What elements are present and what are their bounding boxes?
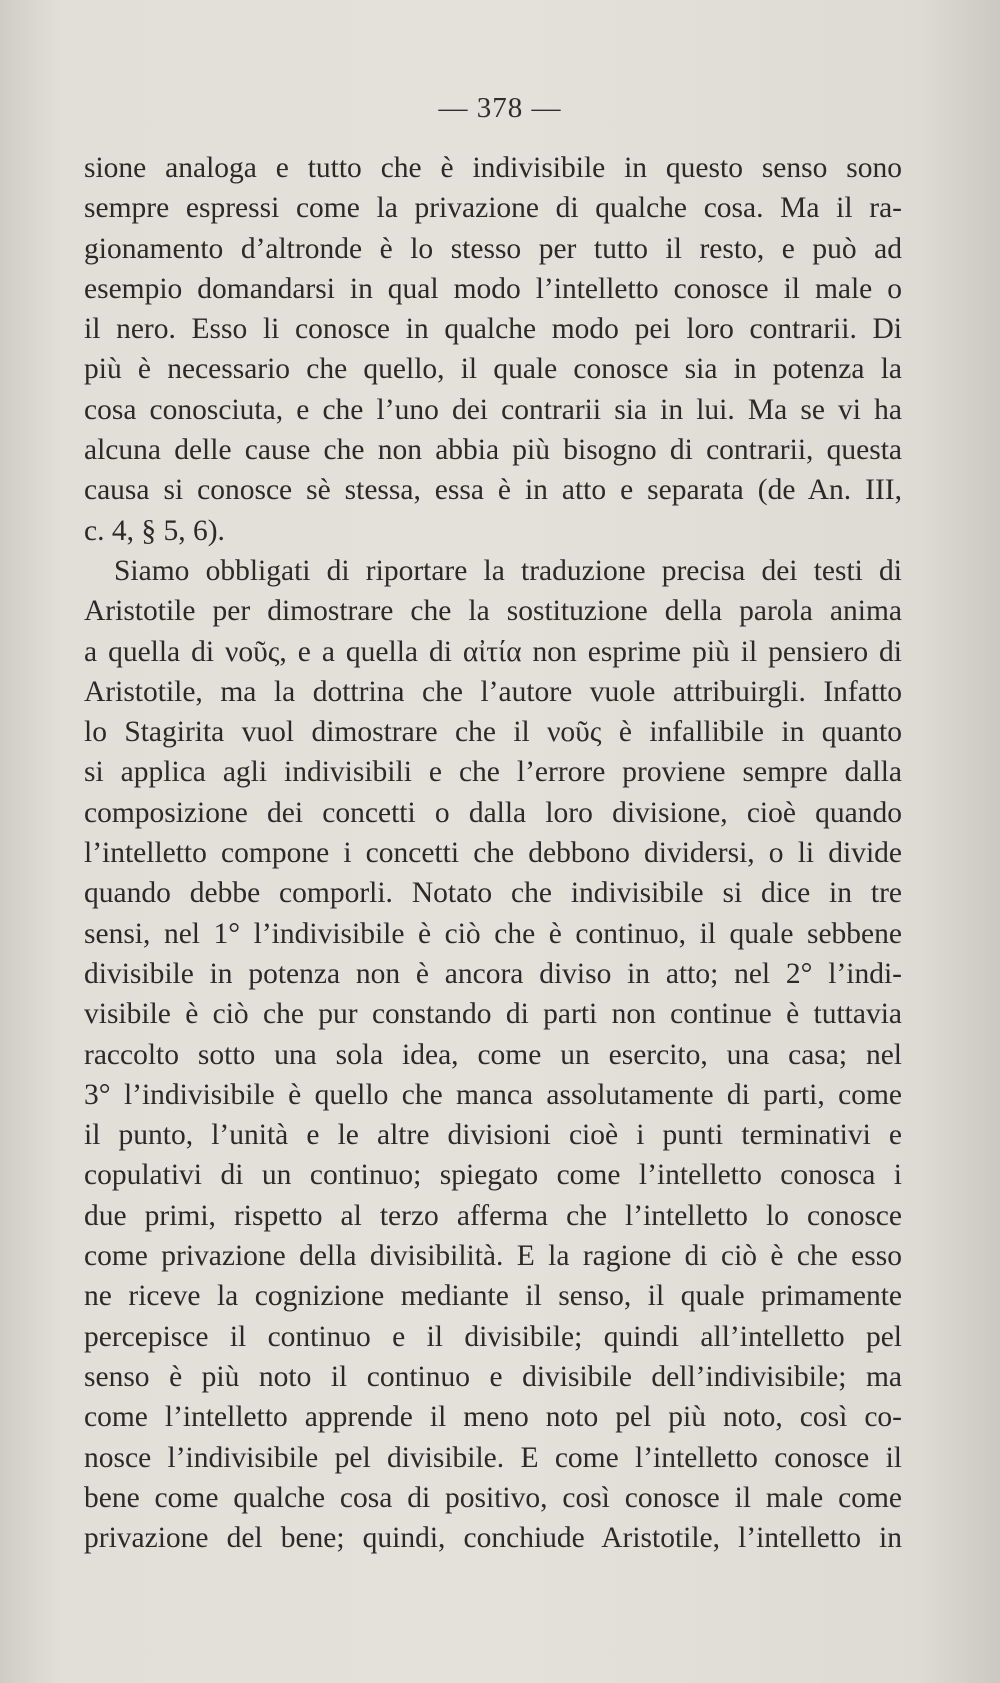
text-line-13: a quella di νοῦς, e a quella di αἰτία non esprime più il pensiero di — [84, 635, 902, 668]
text-line-29: ne riceve la cognizione mediante il senso, il quale primamente — [84, 1280, 902, 1313]
text-line-17: composizione dei concetti o dalla loro divisione, cioè quando — [84, 796, 902, 829]
text-line-22: visibile è ciò che pur constando di parti non continue è tuttavia — [84, 998, 902, 1031]
text-line-27: due primi, rispetto al terzo afferma che l’intelletto lo conosce — [84, 1199, 902, 1232]
text-line-7: cosa conosciuta, e che l’uno dei contrarii sia in lui. Ma se vi ha — [84, 393, 902, 426]
text-line-23: raccolto sotto una sola idea, come un esercito, una casa; nel — [84, 1038, 902, 1071]
text-line-19: quando debbe comporli. Notato che indivisibile si dice in tre — [84, 877, 902, 910]
text-line-24: 3° l’indivisibile è quello che manca assolutamente di parti, come — [84, 1078, 902, 1111]
text-line-34: bene come qualche cosa di positivo, così conosce il male come — [84, 1481, 902, 1514]
text-line-8: alcuna delle cause che non abbia più bisogno di contrarii, questa — [84, 434, 902, 467]
text-line-30: percepisce il continuo e il divisibile; quindi all’intelletto pel — [84, 1320, 902, 1353]
text-line-15: lo Stagirita vuol dimostrare che il νοῦς è infallibile in quanto — [84, 716, 902, 749]
text-line-5: il nero. Esso li conosce in qualche modo pei loro contrarii. Di — [84, 313, 902, 346]
text-line-26: copulativi di un continuo; spiegato come l’intelletto conosca i — [84, 1159, 902, 1192]
text-line-11: Siamo obbligati di riportare la traduzione precisa dei testi di — [114, 554, 902, 587]
text-line-28: come privazione della divisibilità. E la ragione di ciò è che esso — [84, 1240, 902, 1273]
text-line-14: Aristotile, ma la dottrina che l’autore vuole attribuirgli. Infatto — [84, 675, 902, 708]
text-line-32: come l’intelletto apprende il meno noto pel più noto, così co- — [84, 1401, 902, 1434]
text-line-16: si applica agli indivisibili e che l’errore proviene sempre dalla — [84, 756, 902, 789]
text-line-6: più è necessario che quello, il quale conosce sia in potenza la — [84, 353, 902, 386]
text-line-31: senso è più noto il continuo e divisibile dell’indivisibile; ma — [84, 1360, 902, 1393]
text-line-1: sione analoga e tutto che è indivisibile in questo senso sono — [84, 152, 902, 184]
page-number: — 378 — — [438, 92, 562, 124]
text-line-18: l’intelletto compone i concetti che debbono dividersi, o li divide — [84, 837, 902, 870]
text-line-20: sensi, nel 1° l’indivisibile è ciò che è continuo, il quale sebbene — [84, 917, 902, 950]
text-line-33: nosce l’indivisibile pel divisibile. E come l’intelletto conosce il — [84, 1441, 902, 1474]
text-line-9: causa si conosce sè stessa, essa è in atto e separata (de An. III, — [84, 474, 902, 507]
text-line-21: divisibile in potenza non è ancora diviso in atto; nel 2° l’indi- — [84, 957, 902, 990]
text-line-35: privazione del bene; quindi, conchiude Aristotile, l’intelletto in — [84, 1522, 902, 1555]
text-line-3: gionamento d’altronde è lo stesso per tutto il resto, e può ad — [84, 232, 902, 265]
text-line-2: sempre espressi come la privazione di qualche cosa. Ma il ra- — [84, 192, 902, 225]
body-text — [84, 148, 902, 1558]
text-line-10: c. 4, § 5, 6). — [84, 514, 225, 547]
text-line-4: esempio domandarsi in qual modo l’intelletto conosce il male o — [84, 272, 902, 305]
text-line-12: Aristotile per dimostrare che la sostituzione della parola anima — [84, 595, 902, 628]
text-line-25: il punto, l’unità e le altre divisioni cioè i punti terminativi e — [84, 1119, 902, 1152]
